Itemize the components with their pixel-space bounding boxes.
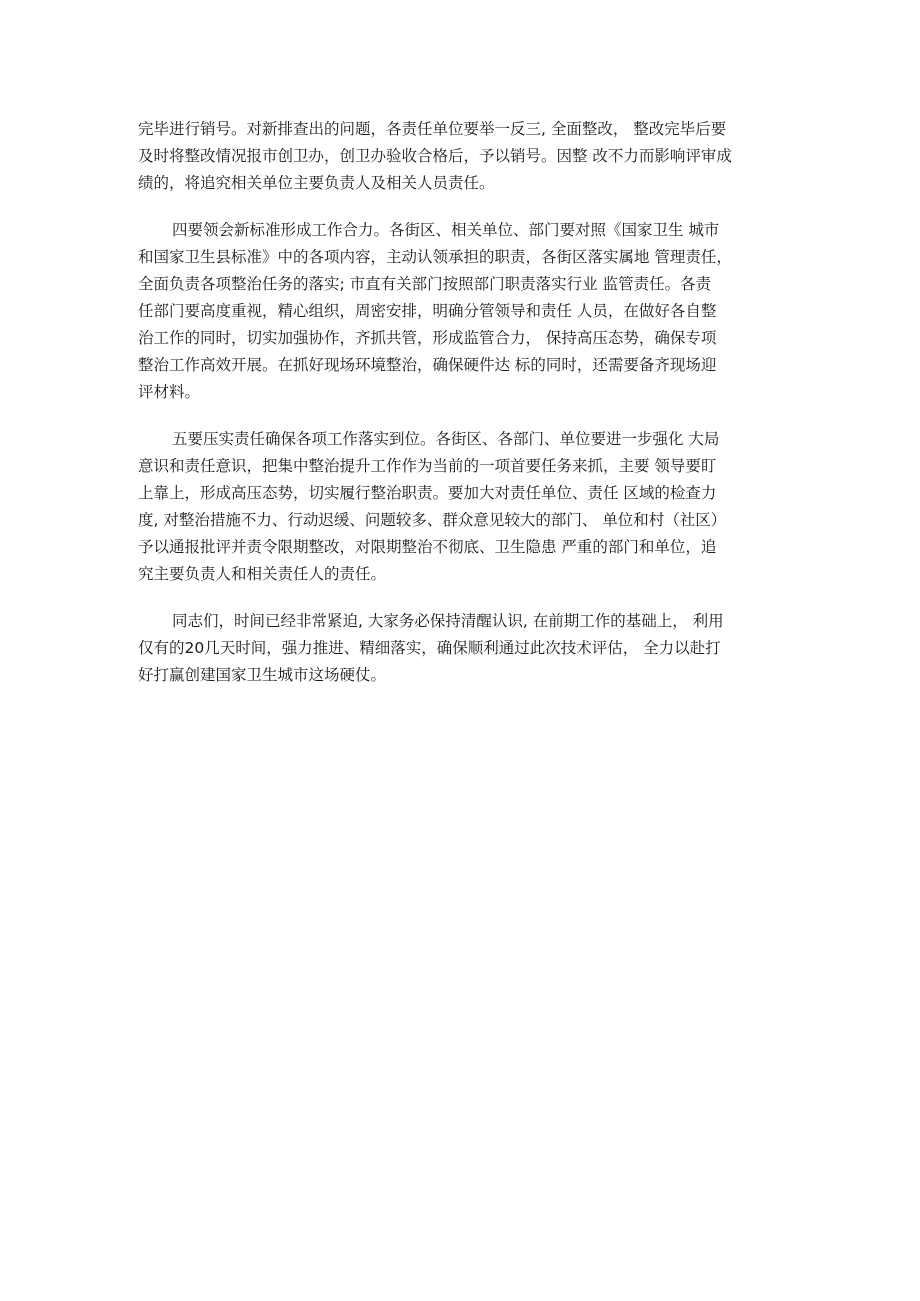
text-line: 同志们，时间已经非常紧迫, 大家务必保持清醒认识, 在前期工作的基础上， 利用 [172,612,724,630]
text-line: 绩的，将追究相关单位主要负责人及相关人员责任。 [138,174,495,192]
text-line: 上靠上，形成高压态势，切实履行整治职责。要加大对责任单位、责任 区域的检查力 [138,484,717,502]
text-line: 评材料。 [138,383,201,401]
paragraph-fifth-point [138,426,783,588]
text-line: 好打赢创建国家卫生城市这场硬仗。 [138,666,387,684]
text-line: 整治工作高效开展。在抓好现场环境整治，确保硬件达 标的同时，还需要备齐现场迎 [138,356,717,374]
text-line: 全面负责各项整治任务的落实; 市直有关部门按照部门职责落实行业 监管责任。各责 [138,275,712,293]
text-line: 任部门要高度重视，精心组织，周密安排，明确分管领导和责任 人员，在做好各自整 [138,302,717,320]
text-line: 完毕进行销号。对新排查出的问题，各责任单位要举一反三, 全面整改， 整改完毕后要 [138,120,727,138]
text-line: 及时将整改情况报市创卫办，创卫办验收合格后，予以销号。因整 改不力而影响评审成 [138,147,732,165]
text-line: 度, 对整治措施不力、行动迟缓、问题较多、群众意见较大的部门、 单位和村（社区） [138,511,727,529]
text-line: 予以通报批评并责令限期整改，对限期整治不彻底、卫生隐患 严重的部门和单位，追 [138,538,717,556]
paragraph-fourth-point [138,217,783,406]
body-text [138,116,783,709]
text-line: 和国家卫生县标准》中的各项内容，主动认领承担的职责，各街区落实属地 管理责任， [138,248,732,266]
text-line: 治工作的同时，切实加强协作，齐抓共管，形成监管合力， 保持高压态势，确保专项 [138,329,717,347]
text-line: 意识和责任意识，把集中整治提升工作作为当前的一项首要任务来抓，主要 领导要盯 [138,457,717,475]
text-line: 五要压实责任确保各项工作落实到位。各街区、各部门、单位要进一步强化 大局 [172,430,720,448]
paragraph-closing [138,608,783,689]
text-line: 四要领会新标准形成工作合力。各街区、相关单位、部门要对照《国家卫生 城市 [172,221,720,239]
text-line: 究主要负责人和相关责任人的责任。 [138,565,387,583]
text-line: 仅有的20几天时间，强力推进、精细落实，确保顺利通过此次技术评估， 全力以赴打 [138,639,721,657]
paragraph-rectification [138,116,783,197]
